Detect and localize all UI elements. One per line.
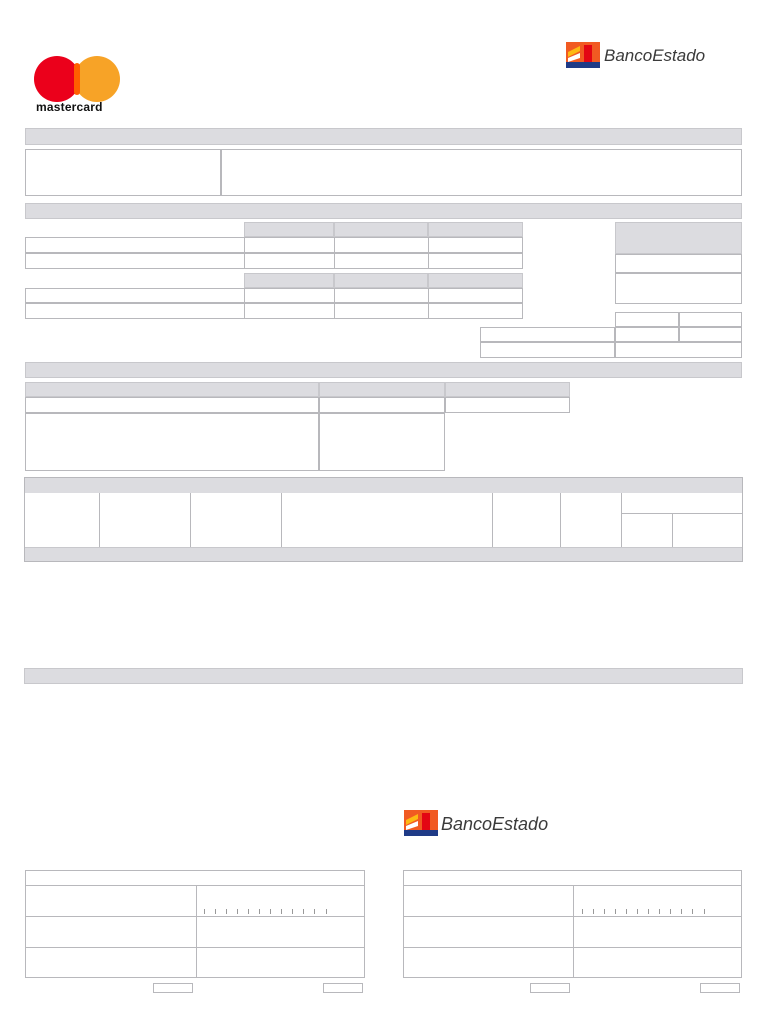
section-3-row[interactable] xyxy=(319,397,445,413)
small-grid-cell[interactable] xyxy=(679,327,742,342)
section-4-footer xyxy=(25,547,742,561)
section-3-row[interactable] xyxy=(25,397,319,413)
table-b-row[interactable] xyxy=(25,303,523,319)
bancoestado-logo-bottom xyxy=(404,810,584,838)
table-b-header-cell xyxy=(428,273,523,288)
section-3-detail-right[interactable] xyxy=(319,413,445,471)
section-4-subcol[interactable] xyxy=(673,514,742,547)
section-3-col-header xyxy=(445,382,570,397)
table-b xyxy=(25,273,523,319)
summary-box-row[interactable] xyxy=(615,273,742,304)
section-3-col-header xyxy=(319,382,445,397)
slip-right-small-box[interactable] xyxy=(700,983,740,993)
bancoestado-wordmark: BancoEstado xyxy=(604,46,706,65)
slip-right-row-line xyxy=(404,916,741,917)
section-4-col[interactable] xyxy=(561,493,622,547)
slip-right-small-box[interactable] xyxy=(530,983,570,993)
small-grid-cell[interactable] xyxy=(615,312,679,327)
table-b-header-cell xyxy=(334,273,428,288)
slip-right-row-line xyxy=(404,947,741,948)
table-a-header-cell xyxy=(428,222,523,237)
section-4-col[interactable] xyxy=(493,493,561,547)
section-4-header xyxy=(25,478,742,493)
section-5-header xyxy=(24,668,743,684)
section-1-header xyxy=(25,128,742,145)
section-4-col[interactable] xyxy=(191,493,282,547)
table-a-header-cell xyxy=(334,222,428,237)
small-grid-cell[interactable] xyxy=(679,312,742,327)
slip-left-header xyxy=(26,871,364,886)
slip-left-row-line xyxy=(26,947,364,948)
bancoestado-icon xyxy=(404,810,438,836)
small-grid-cell[interactable] xyxy=(615,327,679,342)
table-b-header-cell xyxy=(244,273,334,288)
slip-left-small-box[interactable] xyxy=(323,983,363,993)
table-b-row[interactable] xyxy=(25,288,523,303)
table-a-divider xyxy=(334,237,335,269)
bancoestado-icon xyxy=(566,42,600,68)
section-1-field-right[interactable] xyxy=(221,149,742,196)
slip-left-digit-ticks xyxy=(204,909,334,915)
section-3-detail-left[interactable] xyxy=(25,413,319,471)
section-3-row[interactable] xyxy=(445,397,570,413)
slip-right xyxy=(403,870,742,978)
mastercard-wordmark: mastercard xyxy=(36,100,103,114)
mastercard-logo xyxy=(30,55,126,115)
section-3-header xyxy=(25,362,742,378)
section-4-col[interactable] xyxy=(282,493,493,547)
table-a-row[interactable] xyxy=(25,237,523,253)
section-4-col[interactable] xyxy=(100,493,191,547)
section-4-col[interactable] xyxy=(25,493,100,547)
slip-right-header xyxy=(404,871,741,886)
section-3-col-header xyxy=(25,382,319,397)
slip-left-small-box[interactable] xyxy=(153,983,193,993)
total-row-label xyxy=(480,342,615,358)
table-a-divider xyxy=(244,237,245,269)
table-b-divider xyxy=(428,288,429,319)
total-row-label xyxy=(480,327,615,342)
summary-box-row[interactable] xyxy=(615,254,742,273)
section-2-header xyxy=(25,203,742,219)
slip-left xyxy=(25,870,365,978)
table-b-divider xyxy=(334,288,335,319)
total-row-value[interactable] xyxy=(615,342,742,358)
mastercard-overlap xyxy=(74,63,80,95)
mastercard-yellow-circle xyxy=(74,56,120,102)
section-4-subcol[interactable] xyxy=(622,514,673,547)
table-a-row[interactable] xyxy=(25,253,523,269)
slip-left-divider xyxy=(196,886,197,977)
table-a xyxy=(25,222,523,269)
summary-box-header xyxy=(615,222,742,254)
slip-right-digit-ticks xyxy=(582,909,712,915)
table-a-header-cell xyxy=(244,222,334,237)
bancoestado-wordmark: BancoEstado xyxy=(441,814,549,834)
section-4-frame xyxy=(24,477,743,562)
table-a-divider xyxy=(428,237,429,269)
section-1-field-left[interactable] xyxy=(25,149,221,196)
slip-right-divider xyxy=(573,886,574,977)
slip-left-row-line xyxy=(26,916,364,917)
bancoestado-logo xyxy=(566,42,741,70)
table-b-divider xyxy=(244,288,245,319)
section-4-col-group xyxy=(622,493,742,514)
